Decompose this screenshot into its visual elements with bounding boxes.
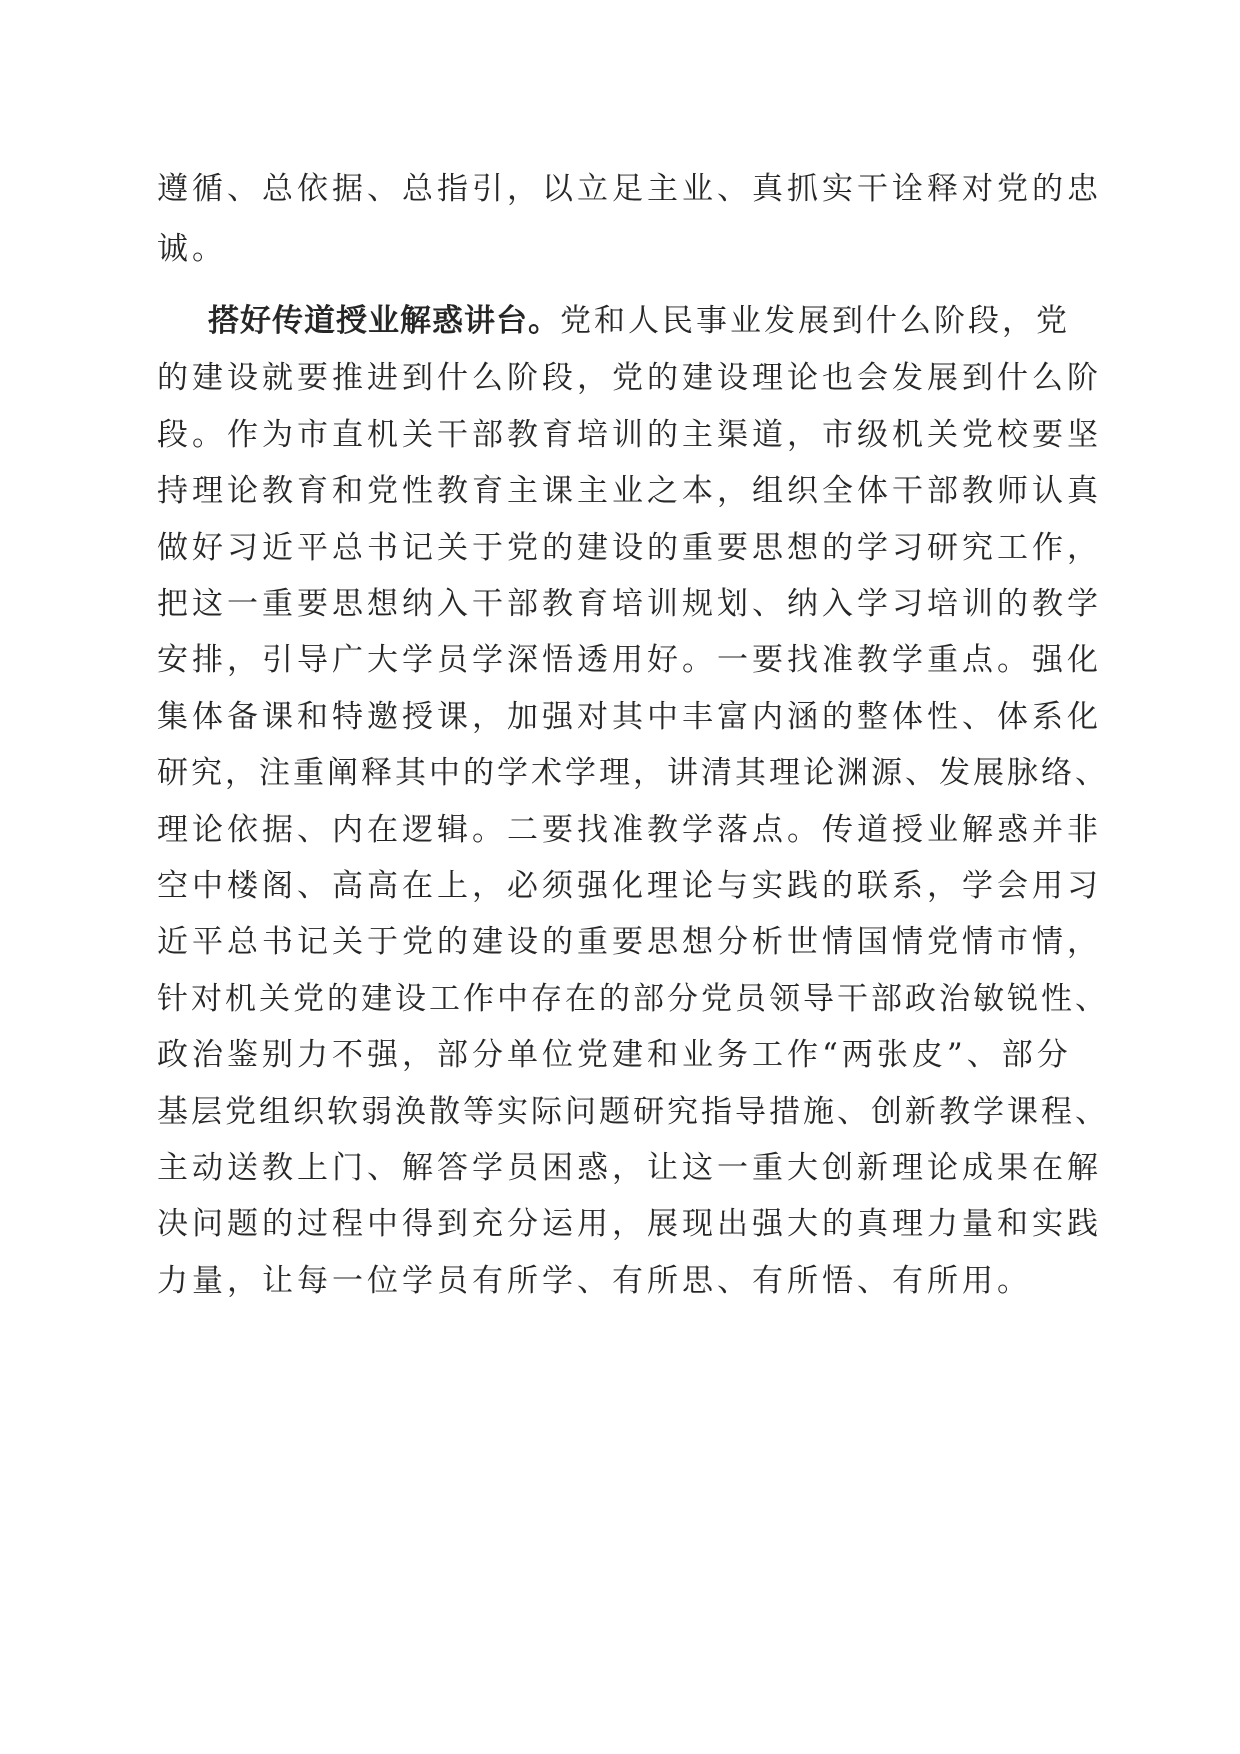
- text-line-8: 把这一重要思想纳入干部教育培训规划、纳入学习培训的教学: [157, 586, 1102, 622]
- text-line-1: 遵循、总依据、总指引，以立足主业、真抓实干诠释对党的忠: [157, 171, 1102, 207]
- text-line-14: 近平总书记关于党的建设的重要思想分析世情国情党情市情，: [157, 924, 1102, 960]
- text-line-2: 诚。: [157, 231, 227, 267]
- paragraph-first-line: [208, 301, 1088, 341]
- text-line-9: 安排，引导广大学员学深悟透用好。一要找准教学重点。强化: [157, 642, 1102, 678]
- text-line-15: 针对机关党的建设工作中存在的部分党员领导干部政治敏锐性、: [157, 981, 1109, 1017]
- text-line-19: 决问题的过程中得到充分运用，展现出强大的真理力量和实践: [157, 1206, 1102, 1242]
- text-line-17: 基层党组织软弱涣散等实际问题研究指导措施、创新教学课程、: [157, 1094, 1109, 1130]
- text-line-10: 集体备课和特邀授课，加强对其中丰富内涵的整体性、体系化: [157, 699, 1102, 735]
- text-line-4: 的建设就要推进到什么阶段，党的建设理论也会发展到什么阶: [157, 360, 1102, 396]
- text-line-16: 政治鉴别力不强，部分单位党建和业务工作“两张皮”、部分: [157, 1037, 1072, 1073]
- text-line-11: 研究，注重阐释其中的学术学理，讲清其理论渊源、发展脉络、: [157, 755, 1109, 791]
- text-line-20: 力量，让每一位学员有所学、有所思、有所悟、有所用。: [157, 1263, 1032, 1299]
- text-line-6: 持理论教育和党性教育主课主业之本，组织全体干部教师认真: [157, 473, 1102, 509]
- heading-trailing-text: 党和人民事业发展到什么阶段，党: [560, 303, 1070, 339]
- text-line-7: 做好习近平总书记关于党的建设的重要思想的学习研究工作，: [157, 530, 1102, 566]
- text-line-12: 理论依据、内在逻辑。二要找准教学落点。传道授业解惑并非: [157, 812, 1102, 848]
- text-line-13: 空中楼阁、高高在上，必须强化理论与实践的联系，学会用习: [157, 868, 1102, 904]
- section-heading: 搭好传道授业解惑讲台。: [208, 303, 560, 339]
- text-line-18: 主动送教上门、解答学员困惑，让这一重大创新理论成果在解: [157, 1150, 1102, 1186]
- text-line-5: 段。作为市直机关干部教育培训的主渠道，市级机关党校要坚: [157, 417, 1102, 453]
